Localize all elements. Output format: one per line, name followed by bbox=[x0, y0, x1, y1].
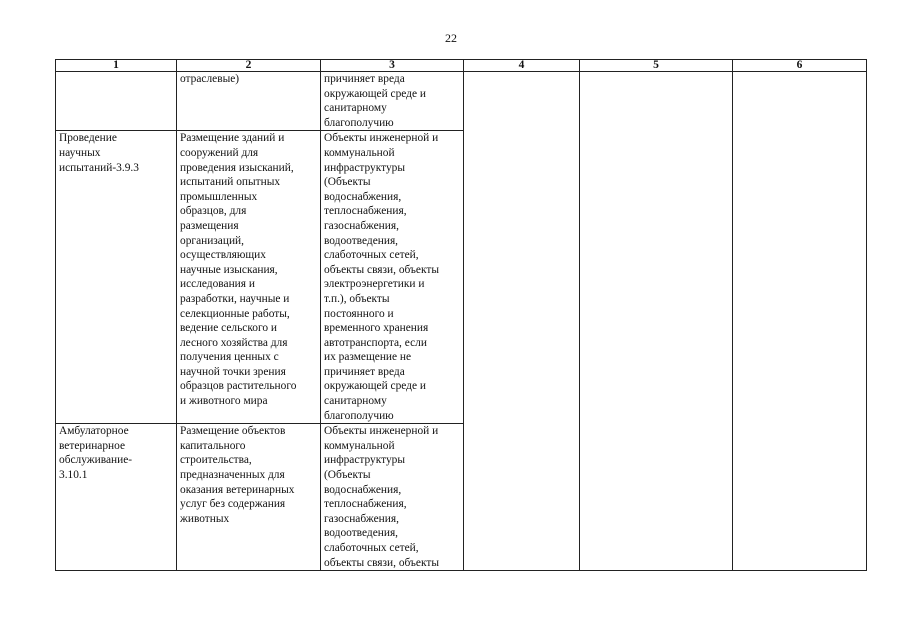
column-header-6: 6 bbox=[733, 60, 867, 72]
cell-column-5 bbox=[580, 72, 733, 571]
column-header-4: 4 bbox=[464, 60, 580, 72]
cell-auxiliary-objects: Объекты инженерной и коммунальной инфраструктуры (Объекты водоснабжения, теплоснабжения, газоснабжения, водоотведения, слаботочных сетей, объекты связи, объекты bbox=[321, 424, 464, 571]
cell-use-description: Размещение зданий и сооружений для проведения изысканий, испытаний опытных промышленных образцов, для размещения организаций, осуществляющих научные изыскания, исследования и разработки, научные и селекционные работы, ведение сельского и лесного хозяйства для получения ценных с научной точки зрения образцов растительного и животного мира bbox=[177, 131, 321, 424]
table-row bbox=[56, 72, 867, 131]
page-number: 22 bbox=[445, 31, 457, 45]
cell-use-name: Амбулаторное ветеринарное обслуживание- 3.10.1 bbox=[56, 424, 177, 571]
zoning-table bbox=[55, 59, 867, 571]
cell-use-name: Проведение научных испытаний-3.9.3 bbox=[56, 131, 177, 424]
column-header-2: 2 bbox=[177, 60, 321, 72]
column-header-5: 5 bbox=[580, 60, 733, 72]
cell-column-4 bbox=[464, 72, 580, 571]
column-header-1: 1 bbox=[56, 60, 177, 72]
column-header-3: 3 bbox=[321, 60, 464, 72]
cell-use-description: отраслевые) bbox=[177, 72, 321, 131]
cell-auxiliary-objects: причиняет вреда окружающей среде и санитарному благополучию bbox=[321, 72, 464, 131]
cell-use-name bbox=[56, 72, 177, 131]
header-row bbox=[56, 60, 867, 72]
cell-use-description: Размещение объектов капитального строительства, предназначенных для оказания ветеринарных услуг без содержания животных bbox=[177, 424, 321, 571]
cell-column-6 bbox=[733, 72, 867, 571]
cell-auxiliary-objects: Объекты инженерной и коммунальной инфраструктуры (Объекты водоснабжения, теплоснабжения, газоснабжения, водоотведения, слаботочных сетей, объекты связи, объекты электроэнергетики и т.п.), объекты постоянного и временного хранения автотранспорта, если их размещение не причиняет вреда окружающей среде и санитарному благополучию bbox=[321, 131, 464, 424]
